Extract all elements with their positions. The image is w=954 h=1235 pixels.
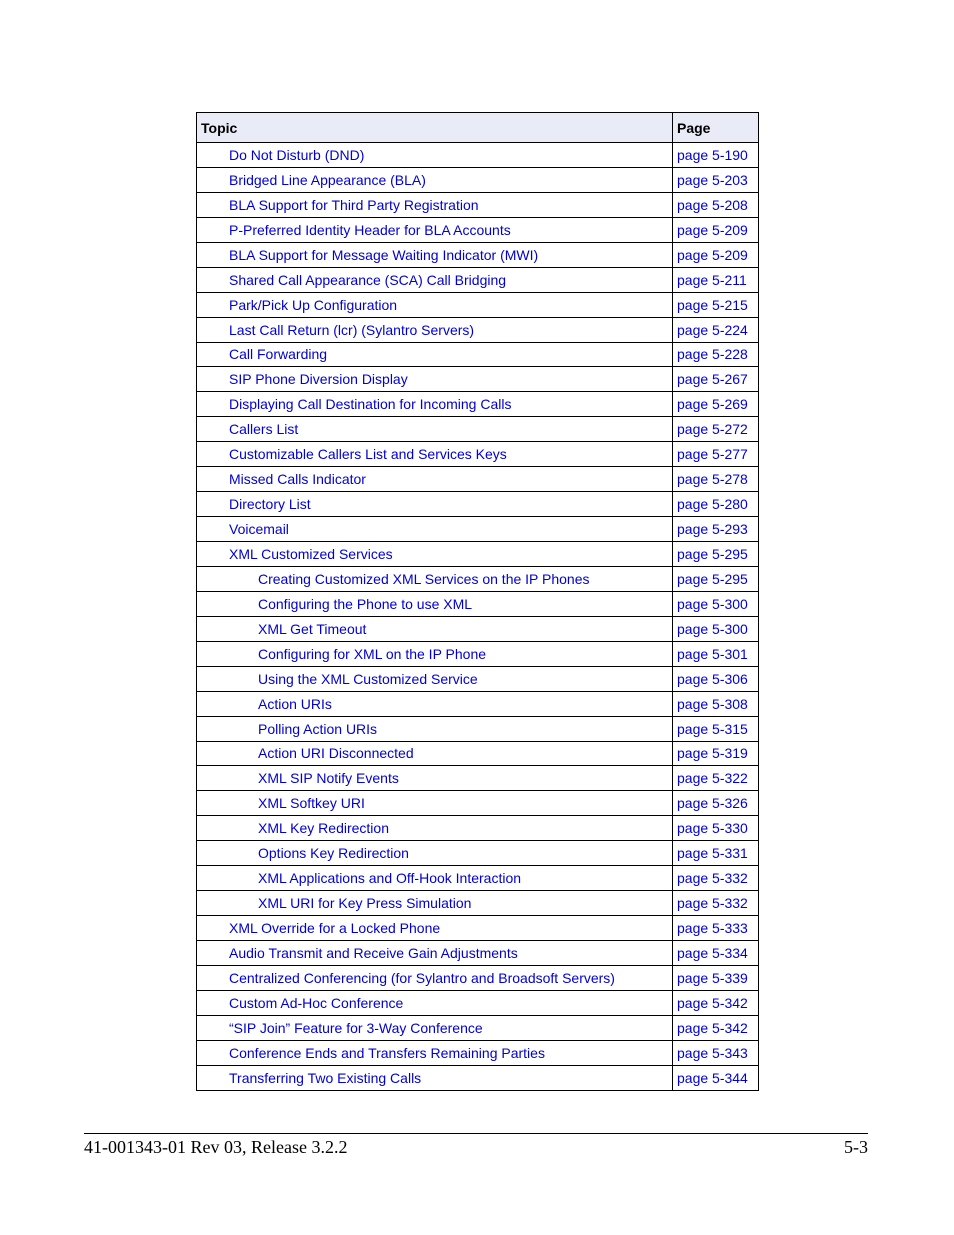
page-link[interactable]: page 5-272 <box>677 421 748 438</box>
page-cell <box>673 941 759 966</box>
table-row <box>197 242 759 267</box>
page-link[interactable]: page 5-295 <box>677 545 748 562</box>
page-link[interactable]: page 5-295 <box>677 570 748 587</box>
page-link[interactable]: page 5-267 <box>677 371 748 388</box>
topic-link[interactable]: P-Preferred Identity Header for BLA Accounts <box>229 221 511 238</box>
page-cell <box>673 591 759 616</box>
topic-cell <box>197 143 673 168</box>
topic-column-header: Topic <box>197 113 673 143</box>
table-row <box>197 292 759 317</box>
page-cell <box>673 267 759 292</box>
page-cell <box>673 242 759 267</box>
topic-link[interactable]: Configuring for XML on the IP Phone <box>258 645 487 662</box>
page-cell <box>673 167 759 192</box>
topic-cell <box>197 891 673 916</box>
page-link[interactable]: page 5-343 <box>677 1044 748 1061</box>
topic-cell <box>197 616 673 641</box>
topic-link[interactable]: Customizable Callers List and Services Keys <box>229 446 507 463</box>
topic-link[interactable]: “SIP Join” Feature for 3-Way Conference <box>229 1019 483 1036</box>
table-row <box>197 716 759 741</box>
page-cell <box>673 217 759 242</box>
page-link[interactable]: page 5-300 <box>677 595 748 612</box>
page-link[interactable]: page 5-209 <box>677 246 748 263</box>
topic-cell <box>197 841 673 866</box>
page-cell <box>673 442 759 467</box>
topic-link[interactable]: Call Forwarding <box>229 346 328 363</box>
table-row <box>197 1065 759 1090</box>
page-cell <box>673 965 759 990</box>
page-cell <box>673 916 759 941</box>
topic-cell <box>197 916 673 941</box>
page-cell <box>673 766 759 791</box>
topic-cell <box>197 866 673 891</box>
page-cell <box>673 691 759 716</box>
page-link[interactable]: page 5-315 <box>677 720 748 737</box>
topic-link[interactable]: Centralized Conferencing (for Sylantro and Broadsoft Servers) <box>229 969 615 986</box>
topic-cell <box>197 317 673 342</box>
page-link[interactable]: page 5-215 <box>677 296 748 313</box>
topic-cell <box>197 766 673 791</box>
page-cell <box>673 467 759 492</box>
page-link[interactable]: page 5-319 <box>677 745 748 762</box>
topic-cell <box>197 566 673 591</box>
table-row <box>197 342 759 367</box>
footer-divider <box>84 1133 868 1134</box>
topic-link[interactable]: Configuring the Phone to use XML <box>258 595 473 612</box>
page-cell <box>673 1015 759 1040</box>
page-cell <box>673 641 759 666</box>
table-row <box>197 791 759 816</box>
table-row <box>197 417 759 442</box>
topic-cell <box>197 816 673 841</box>
page-link[interactable]: page 5-332 <box>677 895 748 912</box>
page-cell <box>673 616 759 641</box>
topic-cell <box>197 716 673 741</box>
table-row <box>197 317 759 342</box>
page-cell <box>673 392 759 417</box>
page-link[interactable]: page 5-308 <box>677 695 748 712</box>
page-link[interactable]: page 5-300 <box>677 620 748 637</box>
page-cell <box>673 566 759 591</box>
topic-link[interactable]: Displaying Call Destination for Incoming Calls <box>229 396 512 413</box>
table-row <box>197 267 759 292</box>
footer-page-number: 5-3 <box>844 1137 868 1157</box>
page-cell <box>673 741 759 766</box>
page-link[interactable]: page 5-332 <box>677 870 748 887</box>
page-link[interactable]: page 5-326 <box>677 795 748 812</box>
topic-link[interactable]: XML Customized Services <box>229 545 393 562</box>
table-row <box>197 691 759 716</box>
topic-link[interactable]: XML Softkey URI <box>258 795 365 812</box>
topic-link[interactable]: Bridged Line Appearance (BLA) <box>229 171 426 188</box>
table-row <box>197 866 759 891</box>
table-row <box>197 542 759 567</box>
page-cell <box>673 891 759 916</box>
topic-cell <box>197 167 673 192</box>
page-link[interactable]: page 5-203 <box>677 171 748 188</box>
topic-link[interactable]: Action URI Disconnected <box>258 745 414 762</box>
topic-link[interactable]: XML URI for Key Press Simulation <box>258 895 472 912</box>
table-row <box>197 666 759 691</box>
page-link[interactable]: page 5-342 <box>677 994 748 1011</box>
topic-cell <box>197 791 673 816</box>
page-cell <box>673 990 759 1015</box>
topic-cell <box>197 292 673 317</box>
table-row <box>197 941 759 966</box>
page-cell <box>673 866 759 891</box>
page-cell <box>673 716 759 741</box>
topic-link[interactable]: Audio Transmit and Receive Gain Adjustments <box>229 944 518 961</box>
page-link[interactable]: page 5-333 <box>677 920 748 937</box>
page-cell <box>673 666 759 691</box>
topic-link[interactable]: Callers List <box>229 421 299 438</box>
topic-cell <box>197 217 673 242</box>
page-cell <box>673 143 759 168</box>
topic-link[interactable]: BLA Support for Message Waiting Indicator (MWI) <box>229 246 539 263</box>
table-row <box>197 841 759 866</box>
topic-link[interactable]: Voicemail <box>229 521 289 538</box>
topic-link[interactable]: XML Override for a Locked Phone <box>229 920 441 937</box>
table-row <box>197 1040 759 1065</box>
topic-cell <box>197 965 673 990</box>
page-cell <box>673 816 759 841</box>
page-cell <box>673 1065 759 1090</box>
page-link[interactable]: page 5-190 <box>677 146 748 163</box>
page-link[interactable]: page 5-306 <box>677 670 748 687</box>
table-row <box>197 167 759 192</box>
topic-link[interactable]: Conference Ends and Transfers Remaining Parties <box>229 1044 545 1061</box>
table-row <box>197 891 759 916</box>
topic-link[interactable]: XML SIP Notify Events <box>258 770 399 787</box>
table-row <box>197 766 759 791</box>
page-link[interactable]: page 5-322 <box>677 770 748 787</box>
topic-link[interactable]: Missed Calls Indicator <box>229 471 366 488</box>
table-row <box>197 143 759 168</box>
page-link[interactable]: page 5-339 <box>677 969 748 986</box>
page-cell <box>673 192 759 217</box>
page-link[interactable]: page 5-280 <box>677 496 748 513</box>
page-cell <box>673 317 759 342</box>
table-row <box>197 990 759 1015</box>
table-row <box>197 517 759 542</box>
page-link[interactable]: page 5-330 <box>677 820 748 837</box>
page-link[interactable]: page 5-208 <box>677 196 748 213</box>
toc-table <box>196 112 759 1091</box>
topic-cell <box>197 666 673 691</box>
page-link[interactable]: page 5-293 <box>677 521 748 538</box>
table-row <box>197 442 759 467</box>
table-row <box>197 566 759 591</box>
table-row <box>197 392 759 417</box>
topic-cell <box>197 691 673 716</box>
page-cell <box>673 492 759 517</box>
topic-link[interactable]: Creating Customized XML Services on the IP Phones <box>258 570 590 587</box>
topic-link[interactable]: Transferring Two Existing Calls <box>229 1069 422 1086</box>
topic-cell <box>197 442 673 467</box>
topic-cell <box>197 492 673 517</box>
topic-cell <box>197 1015 673 1040</box>
page-cell <box>673 417 759 442</box>
topic-cell <box>197 367 673 392</box>
topic-cell <box>197 467 673 492</box>
table-row <box>197 816 759 841</box>
page-link[interactable]: page 5-342 <box>677 1019 748 1036</box>
page-link[interactable]: page 5-269 <box>677 396 748 413</box>
page-link[interactable]: page 5-301 <box>677 645 748 662</box>
page-cell <box>673 1040 759 1065</box>
page-link[interactable]: page 5-209 <box>677 221 748 238</box>
page-cell <box>673 841 759 866</box>
topic-cell <box>197 542 673 567</box>
topic-cell <box>197 392 673 417</box>
table-row <box>197 641 759 666</box>
page-link[interactable]: page 5-211 <box>677 271 747 288</box>
table-row <box>197 591 759 616</box>
topic-link[interactable]: XML Key Redirection <box>258 820 389 837</box>
topic-cell <box>197 1040 673 1065</box>
topic-link[interactable]: XML Applications and Off-Hook Interaction <box>258 870 522 887</box>
page-column-header: Page <box>673 113 759 143</box>
topic-link[interactable]: Custom Ad-Hoc Conference <box>229 994 404 1011</box>
topic-cell <box>197 417 673 442</box>
topic-link[interactable]: SIP Phone Diversion Display <box>229 371 408 388</box>
page-cell <box>673 542 759 567</box>
table-row <box>197 367 759 392</box>
topic-cell <box>197 242 673 267</box>
topic-link[interactable]: Action URIs <box>258 695 332 712</box>
topic-link[interactable]: Last Call Return (lcr) (Sylantro Servers) <box>229 321 475 338</box>
topic-cell <box>197 1065 673 1090</box>
topic-link[interactable]: BLA Support for Third Party Registration <box>229 196 479 213</box>
topic-link[interactable]: XML Get Timeout <box>258 620 367 637</box>
topic-cell <box>197 641 673 666</box>
topic-link[interactable]: Directory List <box>229 496 311 513</box>
topic-cell <box>197 192 673 217</box>
topic-link[interactable]: Park/Pick Up Configuration <box>229 296 398 313</box>
page-link[interactable]: page 5-277 <box>677 446 748 463</box>
page-link[interactable]: page 5-278 <box>677 471 748 488</box>
table-row <box>197 1015 759 1040</box>
topic-cell <box>197 517 673 542</box>
topic-cell <box>197 591 673 616</box>
page-link[interactable]: page 5-228 <box>677 346 748 363</box>
page-link[interactable]: page 5-224 <box>677 321 748 338</box>
page-cell <box>673 292 759 317</box>
table-row <box>197 916 759 941</box>
topic-link[interactable]: Shared Call Appearance (SCA) Call Bridging <box>229 271 507 288</box>
page-cell <box>673 791 759 816</box>
page-cell <box>673 367 759 392</box>
table-row <box>197 192 759 217</box>
table-row <box>197 467 759 492</box>
topic-cell <box>197 342 673 367</box>
page-link[interactable]: page 5-344 <box>677 1069 748 1086</box>
table-row <box>197 965 759 990</box>
topic-cell <box>197 941 673 966</box>
table-row <box>197 616 759 641</box>
topic-link[interactable]: Polling Action URIs <box>258 720 378 737</box>
topic-link[interactable]: Do Not Disturb (DND) <box>229 146 365 163</box>
topic-link[interactable]: Using the XML Customized Service <box>258 670 478 687</box>
table-row <box>197 217 759 242</box>
page-link[interactable]: page 5-334 <box>677 944 748 961</box>
page-cell <box>673 342 759 367</box>
topic-cell <box>197 267 673 292</box>
table-row <box>197 741 759 766</box>
page-link[interactable]: page 5-331 <box>677 845 748 862</box>
table-row <box>197 492 759 517</box>
topic-link[interactable]: Options Key Redirection <box>258 845 409 862</box>
topic-cell <box>197 741 673 766</box>
toc-header-row <box>197 113 759 143</box>
toc-body <box>197 143 759 1091</box>
page-cell <box>673 517 759 542</box>
footer-doc-id: 41-001343-01 Rev 03, Release 3.2.2 <box>84 1137 348 1157</box>
topic-cell <box>197 990 673 1015</box>
